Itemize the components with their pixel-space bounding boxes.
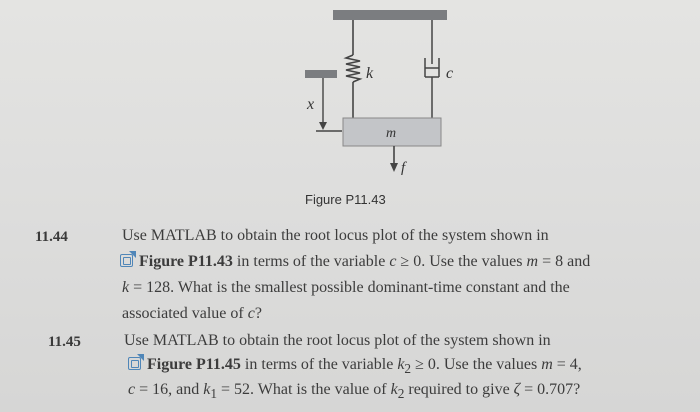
problem-11-44-line-4: associated value of c? bbox=[122, 305, 262, 322]
figure-link-p11-45[interactable]: Figure P11.45 bbox=[147, 356, 241, 373]
problem-11-45-line-1: Use MATLAB to obtain the root locus plot of the system shown in bbox=[124, 332, 551, 349]
problem-11-44-line-2: Figure P11.43 in terms of the variable c ≥ 0. Use the values m = 8 and bbox=[120, 253, 590, 271]
problem-11-45-line-2: Figure P11.45 in terms of the variable $k_2 \ge 0$. Use the values m = 4, bbox=[128, 356, 582, 377]
label-c: c bbox=[446, 65, 454, 82]
damper-c bbox=[425, 20, 439, 118]
ceiling-support bbox=[333, 10, 447, 20]
problem-number-11-45: 11.45 bbox=[48, 334, 81, 350]
problem-11-45-line-3: c = 16, and $k_1 = 52$. What is the value of $k_2$ required to give ζ = 0.707? bbox=[128, 381, 581, 402]
spring-k bbox=[346, 20, 360, 118]
displacement-arrow-x bbox=[316, 78, 342, 131]
label-x: x bbox=[307, 96, 315, 113]
figure-link-icon[interactable] bbox=[120, 254, 133, 267]
reference-ground bbox=[305, 70, 337, 78]
figure-link-p11-43[interactable]: Figure P11.43 bbox=[139, 253, 233, 270]
label-f: f bbox=[401, 160, 406, 176]
force-arrow-f bbox=[390, 146, 398, 172]
problem-11-44-line-1: Use MATLAB to obtain the root locus plot of the system shown in bbox=[122, 227, 549, 244]
figure-caption: Figure P11.43 bbox=[305, 192, 386, 207]
label-k: k bbox=[366, 65, 374, 82]
label-m: m bbox=[386, 126, 397, 141]
problem-11-44-line-3: k = 128. What is the smallest possible dominant-time constant and the bbox=[122, 279, 570, 296]
problem-number-11-44: 11.44 bbox=[35, 229, 68, 245]
figure-link-icon[interactable] bbox=[128, 357, 141, 370]
